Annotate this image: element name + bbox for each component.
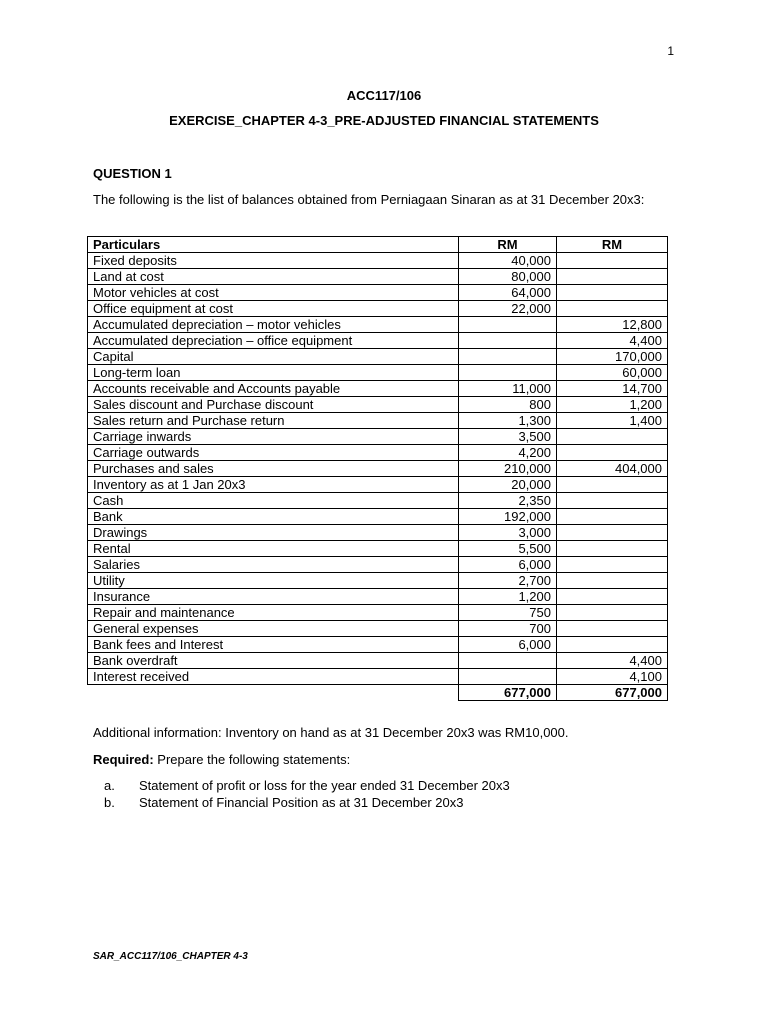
debit-cell: 192,000 bbox=[459, 509, 557, 525]
credit-cell bbox=[557, 301, 668, 317]
credit-cell: 4,100 bbox=[557, 669, 668, 685]
required-item-text: Statement of Financial Position as at 31 December 20x3 bbox=[139, 795, 464, 810]
exercise-title: EXERCISE_CHAPTER 4-3_PRE-ADJUSTED FINANCIAL STATEMENTS bbox=[169, 113, 599, 128]
balances-table bbox=[87, 236, 668, 701]
table-row bbox=[88, 381, 668, 397]
debit-cell: 6,000 bbox=[459, 557, 557, 573]
intro-text: The following is the list of balances obtained from Perniagaan Sinaran as at 31 December 20x3: bbox=[93, 192, 645, 207]
credit-cell: 1,200 bbox=[557, 397, 668, 413]
debit-cell: 5,500 bbox=[459, 541, 557, 557]
total-blank-cell bbox=[88, 685, 459, 701]
debit-cell bbox=[459, 317, 557, 333]
debit-cell: 20,000 bbox=[459, 477, 557, 493]
particular-cell: Bank fees and Interest bbox=[88, 637, 459, 653]
particular-cell: Drawings bbox=[88, 525, 459, 541]
debit-cell: 3,500 bbox=[459, 429, 557, 445]
credit-cell: 60,000 bbox=[557, 365, 668, 381]
particular-cell: Accumulated depreciation – motor vehicles bbox=[88, 317, 459, 333]
particular-cell: Bank bbox=[88, 509, 459, 525]
total-credit: 677,000 bbox=[557, 685, 668, 701]
debit-cell bbox=[459, 653, 557, 669]
required-item-a bbox=[104, 778, 510, 793]
page-number: 1 bbox=[667, 44, 674, 58]
debit-cell: 750 bbox=[459, 605, 557, 621]
table-body bbox=[88, 253, 668, 685]
debit-cell: 64,000 bbox=[459, 285, 557, 301]
table-row bbox=[88, 365, 668, 381]
header-rm-debit: RM bbox=[459, 237, 557, 253]
required-item-letter: b. bbox=[104, 795, 115, 810]
table-row bbox=[88, 429, 668, 445]
table-row bbox=[88, 573, 668, 589]
credit-cell bbox=[557, 477, 668, 493]
debit-cell: 3,000 bbox=[459, 525, 557, 541]
particular-cell: Interest received bbox=[88, 669, 459, 685]
credit-cell bbox=[557, 285, 668, 301]
credit-cell bbox=[557, 621, 668, 637]
debit-cell: 2,350 bbox=[459, 493, 557, 509]
debit-cell bbox=[459, 365, 557, 381]
credit-cell: 4,400 bbox=[557, 653, 668, 669]
particular-cell: Sales return and Purchase return bbox=[88, 413, 459, 429]
table-row bbox=[88, 621, 668, 637]
particular-cell: Accumulated depreciation – office equipment bbox=[88, 333, 459, 349]
particular-cell: Office equipment at cost bbox=[88, 301, 459, 317]
particular-cell: Carriage outwards bbox=[88, 445, 459, 461]
particular-cell: Purchases and sales bbox=[88, 461, 459, 477]
debit-cell bbox=[459, 333, 557, 349]
credit-cell: 12,800 bbox=[557, 317, 668, 333]
table-row bbox=[88, 605, 668, 621]
table-row bbox=[88, 509, 668, 525]
particular-cell: Bank overdraft bbox=[88, 653, 459, 669]
credit-cell: 1,400 bbox=[557, 413, 668, 429]
credit-cell: 14,700 bbox=[557, 381, 668, 397]
question-heading: QUESTION 1 bbox=[93, 166, 172, 181]
credit-cell bbox=[557, 589, 668, 605]
particular-cell: Rental bbox=[88, 541, 459, 557]
debit-cell: 800 bbox=[459, 397, 557, 413]
credit-cell bbox=[557, 637, 668, 653]
particular-cell: Land at cost bbox=[88, 269, 459, 285]
required-text: Prepare the following statements: bbox=[153, 752, 351, 767]
credit-cell: 4,400 bbox=[557, 333, 668, 349]
total-debit: 677,000 bbox=[459, 685, 557, 701]
particular-cell: Accounts receivable and Accounts payable bbox=[88, 381, 459, 397]
credit-cell bbox=[557, 445, 668, 461]
particular-cell: General expenses bbox=[88, 621, 459, 637]
particular-cell: Long-term loan bbox=[88, 365, 459, 381]
course-code: ACC117/106 bbox=[346, 88, 422, 103]
table-row bbox=[88, 477, 668, 493]
credit-cell bbox=[557, 509, 668, 525]
particular-cell: Motor vehicles at cost bbox=[88, 285, 459, 301]
debit-cell: 6,000 bbox=[459, 637, 557, 653]
table-row bbox=[88, 397, 668, 413]
particular-cell: Repair and maintenance bbox=[88, 605, 459, 621]
particular-cell: Cash bbox=[88, 493, 459, 509]
particular-cell: Utility bbox=[88, 573, 459, 589]
table-row bbox=[88, 253, 668, 269]
credit-cell: 170,000 bbox=[557, 349, 668, 365]
debit-cell: 40,000 bbox=[459, 253, 557, 269]
debit-cell: 210,000 bbox=[459, 461, 557, 477]
credit-cell bbox=[557, 525, 668, 541]
table-row bbox=[88, 349, 668, 365]
table-row bbox=[88, 317, 668, 333]
table-row bbox=[88, 589, 668, 605]
table-row bbox=[88, 269, 668, 285]
particular-cell: Inventory as at 1 Jan 20x3 bbox=[88, 477, 459, 493]
credit-cell bbox=[557, 557, 668, 573]
table-row bbox=[88, 493, 668, 509]
additional-info: Additional information: Inventory on hand as at 31 December 20x3 was RM10,000. bbox=[93, 725, 569, 740]
credit-cell: 404,000 bbox=[557, 461, 668, 477]
table-row bbox=[88, 637, 668, 653]
table-row bbox=[88, 541, 668, 557]
table-row bbox=[88, 557, 668, 573]
required-label: Required: bbox=[93, 752, 154, 767]
debit-cell: 22,000 bbox=[459, 301, 557, 317]
table-row bbox=[88, 301, 668, 317]
table-row bbox=[88, 669, 668, 685]
particular-cell: Salaries bbox=[88, 557, 459, 573]
required-item-text: Statement of profit or loss for the year ended 31 December 20x3 bbox=[139, 778, 510, 793]
footer: SAR_ACC117/106_CHAPTER 4-3 bbox=[93, 951, 248, 962]
debit-cell: 11,000 bbox=[459, 381, 557, 397]
debit-cell: 2,700 bbox=[459, 573, 557, 589]
particular-cell: Capital bbox=[88, 349, 459, 365]
table-row bbox=[88, 445, 668, 461]
header-rm-credit: RM bbox=[557, 237, 668, 253]
table-row bbox=[88, 525, 668, 541]
credit-cell bbox=[557, 253, 668, 269]
table-header-row bbox=[88, 237, 668, 253]
debit-cell: 4,200 bbox=[459, 445, 557, 461]
particular-cell: Fixed deposits bbox=[88, 253, 459, 269]
table-row bbox=[88, 285, 668, 301]
credit-cell bbox=[557, 541, 668, 557]
header-particulars: Particulars bbox=[88, 237, 459, 253]
debit-cell: 80,000 bbox=[459, 269, 557, 285]
particular-cell: Insurance bbox=[88, 589, 459, 605]
credit-cell bbox=[557, 429, 668, 445]
table-row bbox=[88, 653, 668, 669]
credit-cell bbox=[557, 605, 668, 621]
required-line bbox=[93, 752, 350, 767]
table-row bbox=[88, 461, 668, 477]
debit-cell: 1,300 bbox=[459, 413, 557, 429]
debit-cell: 700 bbox=[459, 621, 557, 637]
total-row bbox=[88, 685, 668, 701]
particular-cell: Sales discount and Purchase discount bbox=[88, 397, 459, 413]
required-item-letter: a. bbox=[104, 778, 115, 793]
table-row bbox=[88, 413, 668, 429]
debit-cell bbox=[459, 669, 557, 685]
credit-cell bbox=[557, 493, 668, 509]
debit-cell bbox=[459, 349, 557, 365]
table-row bbox=[88, 333, 668, 349]
credit-cell bbox=[557, 573, 668, 589]
debit-cell: 1,200 bbox=[459, 589, 557, 605]
required-item-b bbox=[104, 795, 463, 810]
particular-cell: Carriage inwards bbox=[88, 429, 459, 445]
credit-cell bbox=[557, 269, 668, 285]
